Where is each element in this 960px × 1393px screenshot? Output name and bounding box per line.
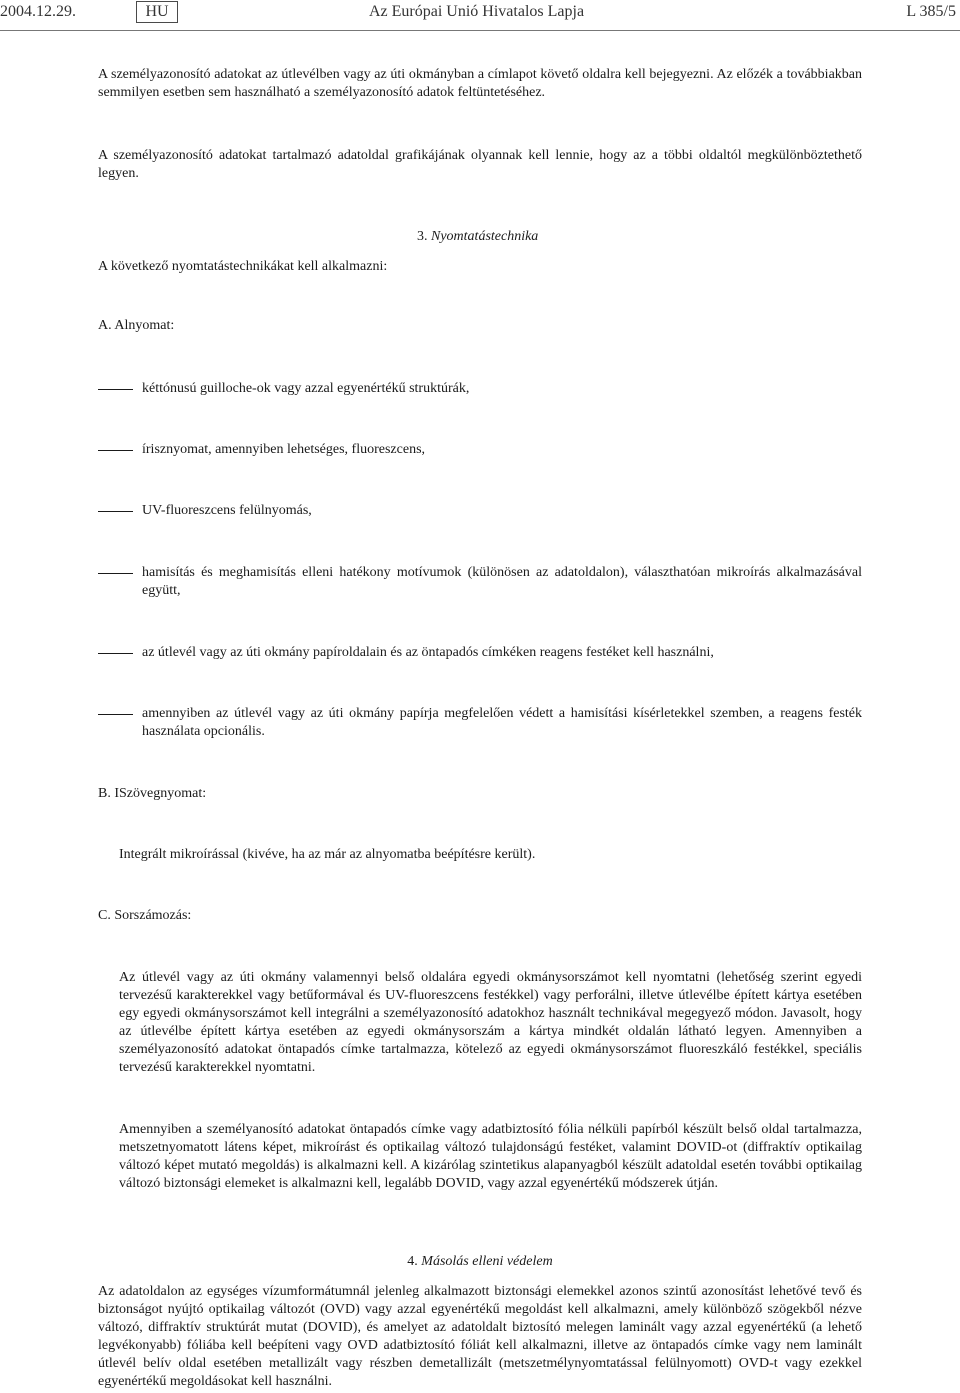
page-reference: L 385/5 [906,3,956,20]
intro-paragraph-2: A személyazonosító adatokat tartalmazó adatoldal grafikájának olyannak kell lennie, hogy az a többi oldaltól megkülönböztethető legyen. [98,148,862,181]
subsection-a-heading: A. Alnyomat: [98,318,175,333]
header-divider [0,30,960,31]
header-date: 2004.12.29. [0,3,76,20]
section-3-number: 3. [417,229,428,244]
list-item-text: kéttónusú guilloche-ok vagy azzal egyenértékű struktúrák, [142,381,470,396]
section-3-title: Nyomtatástechnika [431,229,539,244]
list-item-text: az útlevél vagy az úti okmány papíroldalain és az öntapadós címkéken reagens festéket kell használni, [142,645,714,660]
section-4-heading [0,1253,960,1271]
subsection-c-heading: C. Sorszámozás: [98,908,192,923]
dash-marker [98,573,133,574]
journal-title: Az Európai Unió Hivatalos Lapja [369,3,585,20]
list-item-text: hamisítás és meghamisítás elleni hatékony motívumok (különösen az adatoldalon), választhatóan mikroírás alkalmazásával együtt, [142,565,862,598]
dash-marker [98,389,133,390]
section-4-title: Másolás elleni védelem [421,1254,553,1269]
section-4-number: 4. [407,1254,418,1269]
section-3-heading [417,228,538,246]
language-badge: HU [136,1,178,23]
dash-marker [98,450,133,451]
subsection-c-paragraph-2: Amennyiben a személyanosító adatokat öntapadós címke vagy adatbiztosító fólia nélküli papírból készült belső oldal tartalmazza, metszetnyomatott látens képet, mikroírást és optikailag változó tulajdonságú festéket, valamint DOVID-ot (diffraktív optikailag változó képet mutató megoldás) is alkalmazni kell. A kizárólag szintetikus alapanyagból készült adatoldal esetén további optikailag változó biztonsági elemeket is alkalmazni kell, legalább DOVID, vagy azzal egyenértékű módszerek útján. [119,1122,862,1191]
list-item-text: írisznyomat, amennyiben lehetséges, fluoreszcens, [142,442,426,457]
subsection-b-text: Integrált mikroírással (kivéve, ha az már az alnyomatba beépítésre került). [119,847,536,862]
section-4-text: Az adatoldalon az egységes vízumformátumnál jelenleg alkalmazott biztonsági elemekkel azonos szintű azonosítást lehetővé tevő és biztonságot nyújtó optikailag változót (OVD) vagy azzal egyenértékű megoldást kell alkalmazni, amely különböző szögekből nézve változó, diffraktív struktúrát mutat (DOVID), és amelyet az adatoldalt biztosító melegen laminált vagy azzal egyenértékű (a lehető legvékonyabb) fóliába kell beépíteni vagy OVD adatbiztosító fóliát kell alkalmazni, illetve az öntapadós címke vagy nem laminált útlevél belív oldal esetében metallizált vagy részben demetallizált (metszetmélynyomtatással felülnyomott) OVD-t vagy ezekkel egyenértékű megoldásokat kell használni. [98,1284,862,1389]
dash-marker [98,714,133,715]
dash-marker [98,653,133,654]
list-item-text: UV-fluoreszcens felülnyomás, [142,503,312,518]
section-3-lead: A következő nyomtatástechnikákat kell alkalmazni: [98,259,388,274]
dash-marker [98,511,133,512]
subsection-b-heading: B. ISzövegnyomat: [98,786,207,801]
subsection-c-paragraph-1: Az útlevél vagy az úti okmány valamennyi belső oldalára egyedi okmánysorszámot kell nyomtatni (lehetőség szerint egyedi tervezésű karakterekkel vagy betűformával és UV-fluoreszcens festékkel) vagy perforálni, illetve útlevélbe épített kártya esetében egy egyedi okmánysorszámot kell integrálni a személyazonosító adatokhoz használt technikával megegyező módon. Javasolt, hogy az útlevélbe épített kártya esetében az egyedi okmánysorszám a kártya mindkét oldalán látható legyen. Amennyiben a személyazonosító adatokat öntapadós címke tartalmazza, kötelező az egyedi okmánysorszámot fluoreszkáló festékkel, speciális tervezésű karakterekkel nyomtatni. [119,970,862,1075]
intro-paragraph-1: A személyazonosító adatokat az útlevélben vagy az úti okmányban a címlapot követő oldalra kell bejegyezni. Az előzék a továbbiakban semmilyen esetben sem használható a személyazonosító adatok feltüntetéséhez. [98,67,862,100]
list-item-text: amennyiben az útlevél vagy az úti okmány papírja megfelelően védett a hamisítási kísérletekkel szemben, a reagens festék használata opcionális. [142,706,862,739]
